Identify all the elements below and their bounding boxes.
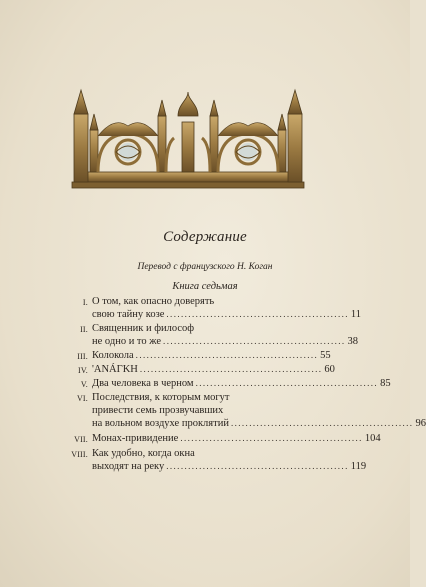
dot-leader: .................................................. [166, 309, 349, 319]
chapter-number: I. [82, 298, 88, 307]
contents-title: Содержание [163, 229, 247, 245]
dot-leader: .................................................. [163, 336, 346, 346]
page-number: 85 [380, 378, 391, 389]
chapter-title-line [92, 432, 381, 445]
page-number: 11 [350, 309, 362, 320]
chapter-title-text: на вольном воздухе проклятий [92, 418, 229, 429]
dot-leader: .................................................. [135, 350, 319, 360]
page-number: 38 [347, 336, 359, 347]
chapter-title-line [92, 363, 335, 376]
chapter-number: VIII. [71, 450, 88, 459]
chapter-title-line [92, 349, 331, 362]
chapter-title-line [92, 377, 391, 390]
chapter-title-line: Как удобно, когда окна [92, 448, 195, 459]
chapter-title-text: Монах-привидение [92, 433, 179, 444]
dot-leader: .................................................. [139, 364, 323, 374]
chapter-title-line: О том, как опасно доверять [92, 296, 215, 307]
chapter-title-text: свою тайну козе [92, 309, 165, 320]
chapter-number: V. [80, 380, 88, 389]
dot-leader: .................................................. [230, 418, 414, 428]
chapter-title-line [92, 335, 359, 348]
chapter-title-line [92, 308, 362, 321]
page-number: 60 [324, 364, 335, 375]
page-number: 55 [320, 350, 331, 361]
chapter-number: II. [80, 325, 88, 334]
chapter-title-text: не одно и то же [92, 336, 162, 347]
chapter-title-line: Священник и философ [92, 323, 195, 334]
chapter-number: III. [77, 352, 88, 361]
chapter-title-line [92, 460, 367, 473]
book-heading: Книга седьмая [172, 281, 238, 292]
chapter-title-line: привести семь прозвучавших [92, 405, 224, 416]
dot-leader: .................................................. [195, 378, 379, 388]
page-number: 119 [350, 461, 367, 472]
chapter-title-line [92, 417, 426, 430]
chapter-title-text: Колокола [92, 350, 134, 361]
chapter-title-text: 'ANÁΓKH [92, 364, 138, 375]
gothic-crown-ornament [62, 86, 314, 194]
chapter-number: IV. [77, 366, 88, 375]
chapter-number: VII. [74, 435, 88, 444]
chapter-title-line: Последствия, к которым могут [92, 392, 230, 403]
dot-leader: .................................................. [180, 433, 363, 443]
page-number: 104 [364, 433, 381, 444]
dot-leader: .................................................. [166, 461, 349, 471]
chapter-number: VI. [76, 394, 88, 403]
chapter-title-text: выходят на реку [92, 461, 165, 472]
chapter-title-text: Два человека в черном [92, 378, 194, 389]
page-number: 96 [415, 418, 426, 429]
translator-credit: Перевод с французского Н. Коган [137, 262, 273, 272]
